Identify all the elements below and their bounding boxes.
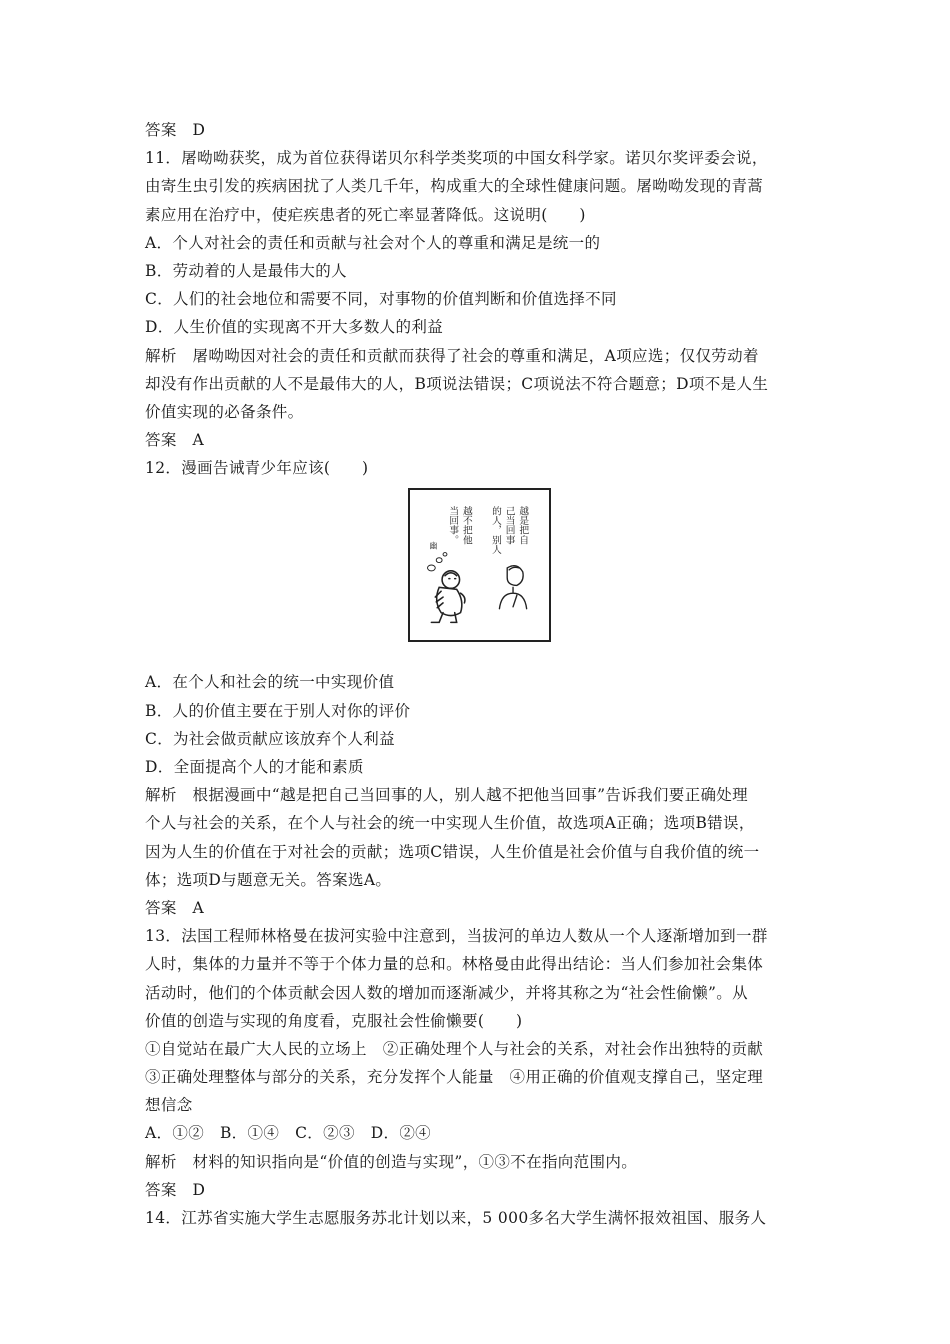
cartoon-image [408, 488, 551, 642]
analysis-13: 解析 材料的知识指向是“价值的创造与实现”，①③不在指向范围内。 [145, 1152, 638, 1171]
option-12-b: B．人的价值主要在于别人对你的评价 [145, 701, 411, 720]
text-block-bottom [145, 668, 810, 1232]
analysis-12-line-3: 因为人生的价值在于对社会的贡献；选项C错误，人生价值是社会价值与自我价值的统一 [145, 842, 760, 861]
question-13-line-1: 13．法国工程师林格曼在拔河实验中注意到，当拔河的单边人数从一个人逐渐增加到一群 [145, 927, 768, 946]
analysis-11-line-1: 解析 屠呦呦因对社会的责任和贡献而获得了社会的尊重和满足，A项应选；仅仅劳动着 [145, 346, 759, 365]
cartoon-container [145, 488, 810, 656]
cartoon-text-col-5: 当回事。 [447, 506, 459, 546]
question-13-line-3: 活动时，他们的个体贡献会因人数的增加而逐渐减少，并将其称之为“社会性偷懒”。从 [145, 983, 749, 1002]
option-12-a: A．在个人和社会的统一中实现价值 [145, 673, 395, 692]
question-11-line-2: 由寄生虫引发的疾病困扰了人类几千年，构成重大的全球性健康问题。屠呦呦发现的青蒿 [145, 177, 764, 196]
cartoon-text-col-4: 越不把他 [460, 506, 472, 546]
options-13: A．①② B．①④ C．②③ D．②④ [145, 1124, 432, 1143]
cartoon-signature: 幽 [429, 541, 438, 551]
cartoon-text-col-3: 的人，别人 [490, 506, 502, 555]
option-b: B．劳动着的人是最伟大的人 [145, 261, 347, 280]
cartoon-text-col-2: 己当回事 [503, 506, 515, 546]
statement-13-line-3: 想信念 [145, 1096, 193, 1115]
option-a: A．个人对社会的责任和贡献与社会对个人的尊重和满足是统一的 [145, 233, 601, 252]
statement-13-line-1: ①自觉站在最广大人民的立场上 ②正确处理个人与社会的关系，对社会作出独特的贡献 [145, 1039, 764, 1058]
option-d: D．人生价值的实现离不开大多数人的利益 [145, 318, 444, 337]
option-12-c: C．为社会做贡献应该放弃个人利益 [145, 729, 395, 748]
analysis-12-line-4: 体；选项D与题意无关。答案选A。 [145, 870, 392, 889]
question-12: 12．漫画告诫青少年应该( ) [145, 459, 369, 478]
text-block-top [145, 116, 810, 482]
question-14-line-1: 14．江苏省实施大学生志愿服务苏北计划以来，5 000多名大学生满怀报效祖国、服务人 [145, 1209, 767, 1227]
cartoon-text-col-1: 越是把自 [517, 506, 529, 546]
statement-13-line-2: ③正确处理整体与部分的关系，充分发挥个人能量 ④用正确的价值观支撑自己，坚定理 [145, 1068, 764, 1087]
document-page [145, 116, 810, 1232]
question-13-line-4: 价值的创造与实现的角度看，克服社会性偷懒要( ) [145, 1011, 523, 1030]
option-12-d: D．全面提高个人的才能和素质 [145, 758, 364, 776]
question-11-line-1: 11．屠呦呦获奖，成为首位获得诺贝尔科学类奖项的中国女科学家。诺贝尔奖评委会说， [145, 149, 768, 168]
analysis-11-line-3: 价值实现的必备条件。 [145, 402, 304, 421]
answer-11: 答案 A [145, 431, 205, 450]
question-13-line-2: 人时，集体的力量并不等于个体力量的总和。林格曼由此得出结论：当人们参加社会集体 [145, 955, 764, 974]
answer-12: 答案 A [145, 898, 205, 917]
analysis-12-line-2: 个人与社会的关系，在个人与社会的统一中实现人生价值，故选项A正确；选项B错误， [145, 814, 755, 833]
answer-10: 答案 D [145, 121, 206, 139]
analysis-12-line-1: 解析 根据漫画中“越是把自己当回事的人，别人越不把他当回事”告诉我们要正确处理 [145, 786, 749, 805]
question-11-line-3: 素应用在治疗中，使疟疾患者的死亡率显著降低。这说明( ) [145, 205, 586, 224]
option-c: C．人们的社会地位和需要不同，对事物的价值判断和价值选择不同 [145, 290, 617, 309]
answer-13: 答案 D [145, 1180, 206, 1199]
analysis-11-line-2: 却没有作出贡献的人不是最伟大的人，B项说法错误；C项说法不符合题意；D项不是人生 [145, 374, 769, 393]
